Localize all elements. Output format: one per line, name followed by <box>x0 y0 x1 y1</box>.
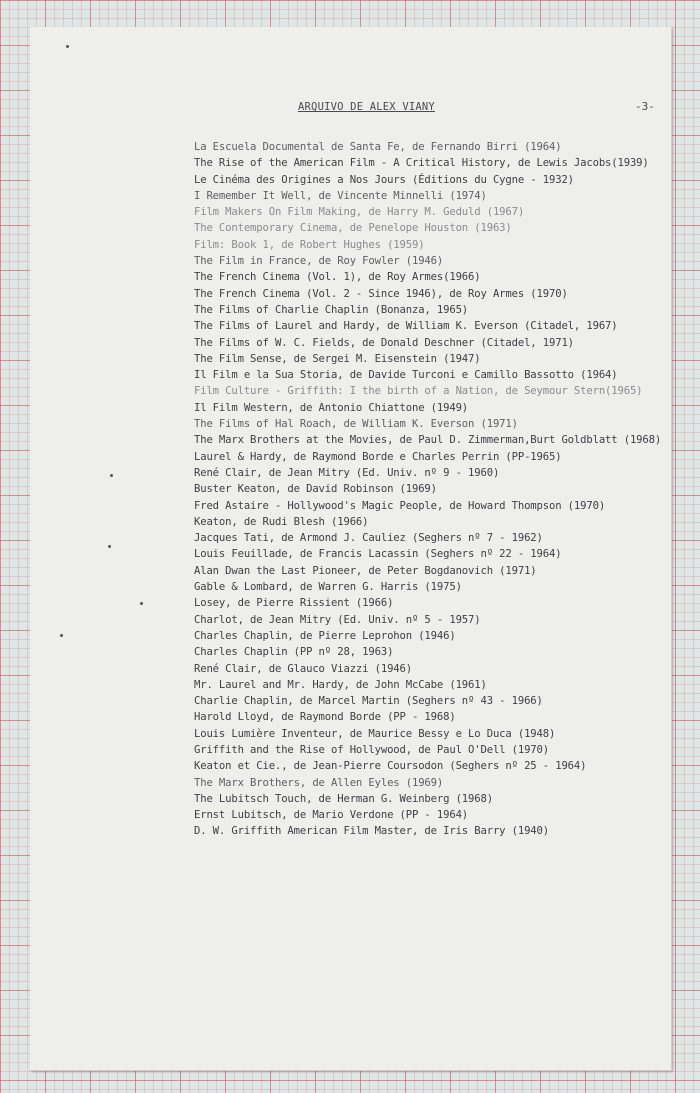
list-item: Il Film e la Sua Storia, de Davide Turconi e Camillo Bassotto (1964) <box>194 369 618 382</box>
page-number: -3- <box>635 100 655 113</box>
list-item: Keaton et Cie., de Jean-Pierre Coursodon (Seghers nº 25 - 1964) <box>194 760 587 773</box>
list-item: The Lubitsch Touch, de Herman G. Weinberg (1968) <box>194 792 493 805</box>
list-item: The Marx Brothers at the Movies, de Paul D. Zimmerman,Burt Goldblatt (1968) <box>194 434 662 447</box>
punch-mark <box>110 474 113 477</box>
list-item: The Films of Charlie Chaplin (Bonanza, 1965) <box>194 303 469 316</box>
list-item: Il Film Western, de Antonio Chiattone (1949) <box>194 401 469 414</box>
punch-mark <box>66 45 69 48</box>
list-item: La Escuela Documental de Santa Fe, de Fernando Birri (1964) <box>194 141 562 153</box>
list-item: Jacques Tati, de Armond J. Cauliez (Seghers nº 7 - 1962) <box>194 532 543 545</box>
list-item: Ernst Lubitsch, de Mario Verdone (PP - 1964) <box>194 809 469 822</box>
punch-mark <box>140 602 143 605</box>
list-item: The Film Sense, de Sergei M. Eisenstein (1947) <box>194 352 481 365</box>
list-item: Film Makers On Film Making, de Harry M. Geduld (1967) <box>194 206 525 219</box>
list-item: The Films of Hal Roach, de William K. Everson (1971) <box>194 418 518 431</box>
list-item: René Clair, de Jean Mitry (Ed. Univ. nº 9 - 1960) <box>194 466 500 479</box>
list-item: Losey, de Pierre Rissient (1966) <box>194 597 394 610</box>
list-item: Fred Astaire - Hollywood's Magic People, de Howard Thompson (1970) <box>194 499 606 512</box>
list-item: Charles Chaplin (PP nº 28, 1963) <box>194 646 394 659</box>
list-item: The French Cinema (Vol. 2 - Since 1946), de Roy Armes (1970) <box>194 287 568 300</box>
list-item: Griffith and the Rise of Hollywood, de Paul O'Dell (1970) <box>194 743 549 756</box>
punch-mark <box>108 545 111 548</box>
list-item: Film: Book 1, de Robert Hughes (1959) <box>194 238 425 251</box>
list-item: Charlie Chaplin, de Marcel Martin (Seghers nº 43 - 1966) <box>194 695 543 708</box>
list-item: Buster Keaton, de David Robinson (1969) <box>194 483 437 496</box>
list-item: D. W. Griffith American Film Master, de Iris Barry (1940) <box>194 825 549 838</box>
list-item: The French Cinema (Vol. 1), de Roy Armes(1966) <box>194 271 481 284</box>
punch-mark <box>60 634 63 637</box>
list-item: Harold Lloyd, de Raymond Borde (PP - 1968) <box>194 711 456 724</box>
list-item: Gable & Lombard, de Warren G. Harris (1975) <box>194 581 462 594</box>
list-item: Alan Dwan the Last Pioneer, de Peter Bogdanovich (1971) <box>194 564 537 577</box>
list-item: René Clair, de Glauco Viazzi (1946) <box>194 662 412 675</box>
document-header: ARQUIVO DE ALEX VIANY <box>298 101 435 113</box>
list-item: Louis Feuillade, de Francis Lacassin (Seghers nº 22 - 1964) <box>194 548 562 561</box>
bibliography-list <box>194 139 661 840</box>
list-item: Laurel & Hardy, de Raymond Borde e Charles Perrin (PP-1965) <box>194 450 562 463</box>
list-item: Mr. Laurel and Mr. Hardy, de John McCabe (1961) <box>194 678 487 691</box>
list-item: The Film in France, de Roy Fowler (1946) <box>194 255 444 268</box>
list-item: The Films of W. C. Fields, de Donald Deschner (Citadel, 1971) <box>194 336 574 349</box>
document-sheet <box>30 27 672 1071</box>
list-item: The Contemporary Cinema, de Penelope Houston (1963) <box>194 222 512 235</box>
list-item: I Remember It Well, de Vincente Minnelli (1974) <box>194 189 487 202</box>
list-item: Charlot, de Jean Mitry (Ed. Univ. nº 5 - 1957) <box>194 613 481 626</box>
list-item: The Films of Laurel and Hardy, de William K. Everson (Citadel, 1967) <box>194 320 618 333</box>
list-item: Keaton, de Rudi Blesh (1966) <box>194 515 369 528</box>
list-item: Film Culture - Griffith: I the birth of a Nation, de Seymour Stern(1965) <box>194 385 643 398</box>
list-item: The Marx Brothers, de Allen Eyles (1969) <box>194 776 444 789</box>
list-item: Charles Chaplin, de Pierre Leprohon (1946) <box>194 629 456 642</box>
list-item: Louis Lumière Inventeur, de Maurice Bessy e Lo Duca (1948) <box>194 727 556 740</box>
list-item: Le Cinéma des Origines a Nos Jours (Éditions du Cygne - 1932) <box>194 173 574 186</box>
list-item: The Rise of the American Film - A Critical History, de Lewis Jacobs(1939) <box>194 157 649 170</box>
